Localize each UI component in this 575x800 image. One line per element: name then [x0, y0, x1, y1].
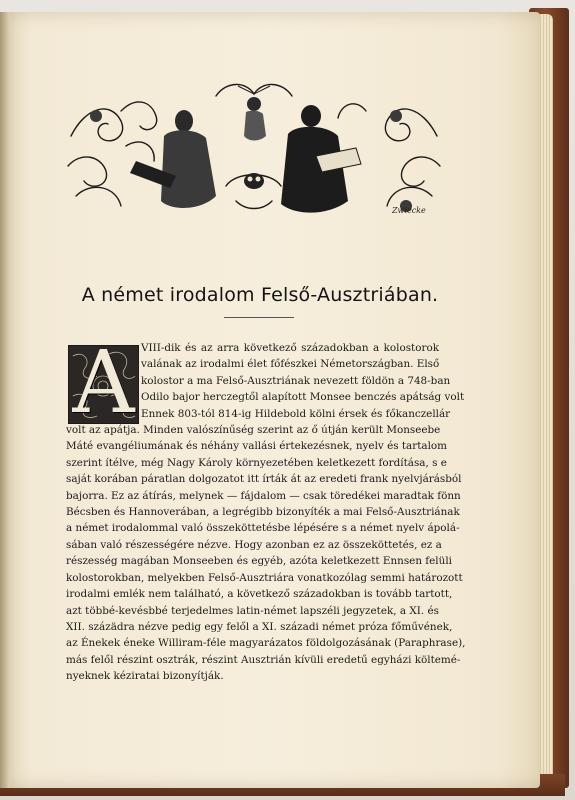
drop-cap-letter: A — [72, 345, 135, 424]
text-line: Ennek 803-tól 814-ig Hildebold kölni érsek és főkanczellár — [141, 407, 451, 420]
text-line: VIII-dik és az arra következő századokban a kolostorok — [141, 342, 439, 354]
headpiece-illustration-icon — [66, 76, 442, 226]
title-rule — [224, 317, 294, 318]
text-line: saját korában páratlan dolgozatot itt írták át az eredeti frank nyelvjárásból — [66, 473, 462, 486]
page-gutter — [0, 12, 10, 788]
text-line: irodalmi emlék nem található, a következő századokban is tovább tartott, — [66, 588, 453, 601]
text-line: nyeknek kéziratai bizonyítják. — [66, 670, 224, 683]
text-line: a német irodalommal való összeköttetésbe lépésére s a német nyelv ápolá- — [66, 522, 460, 535]
artist-signature: Zwiecke — [392, 206, 426, 215]
headpiece-illustration — [66, 76, 442, 226]
text-line: volt az apátja. Minden valószínűség szerint az ő útján került Monseebe — [66, 424, 441, 437]
text-line: szerint ítélve, még Nagy Károly környezetében keletkezett fordítása, s e — [66, 456, 447, 469]
text-line: azt többé-kevésbbé terjedelmes latin-német lapszéli jegyzetek, a XI. és — [66, 604, 439, 617]
text-line: sában való részességére nézve. Hogy azonban ez az összeköttetés, ez a — [66, 538, 442, 551]
text-line: kolostorokban, melyekben Felső-Ausztriára vonatkozólag semmi határozott — [66, 571, 463, 584]
page-title: A német irodalom Felső-Ausztriában. — [81, 284, 439, 306]
drop-cap — [68, 345, 139, 424]
text-line: Máté evangéliumának és néhány vallási értekezésnek, nyelv és tartalom — [66, 440, 447, 453]
text-line: bajorra. Ez az átírás, melynek — fájdalom — csak töredékei maradtak fönn — [66, 489, 461, 502]
text-line: az Énekek éneke Williram-féle magyarázatos földolgozásának (Paraphrase), — [66, 637, 466, 650]
text-line: részesség magában Monseeben és egyéb, azóta keletkezett Ennsen felüli — [66, 555, 452, 568]
text-line: Bécsben és Hannoverában, a legrégibb bizonyíték a mai Felső-Ausztriának — [66, 506, 460, 519]
text-line: kolostor a ma Felső-Ausztriának nevezett földön a 748-ban — [141, 374, 451, 387]
text-line: más felől részint osztrák, részint Ausztrián kívüli eredetű egyházi költemé- — [66, 653, 461, 666]
text-line: Odilo bajor herczegtől alapított Monsee benczés apátság volt — [141, 391, 465, 404]
text-line: valának az irodalmi élet főfészkei Németországban. Első — [141, 358, 440, 371]
text-line: XII. százädra nézve pedig egy felől a XI. századi német próza főművének, — [66, 620, 453, 633]
